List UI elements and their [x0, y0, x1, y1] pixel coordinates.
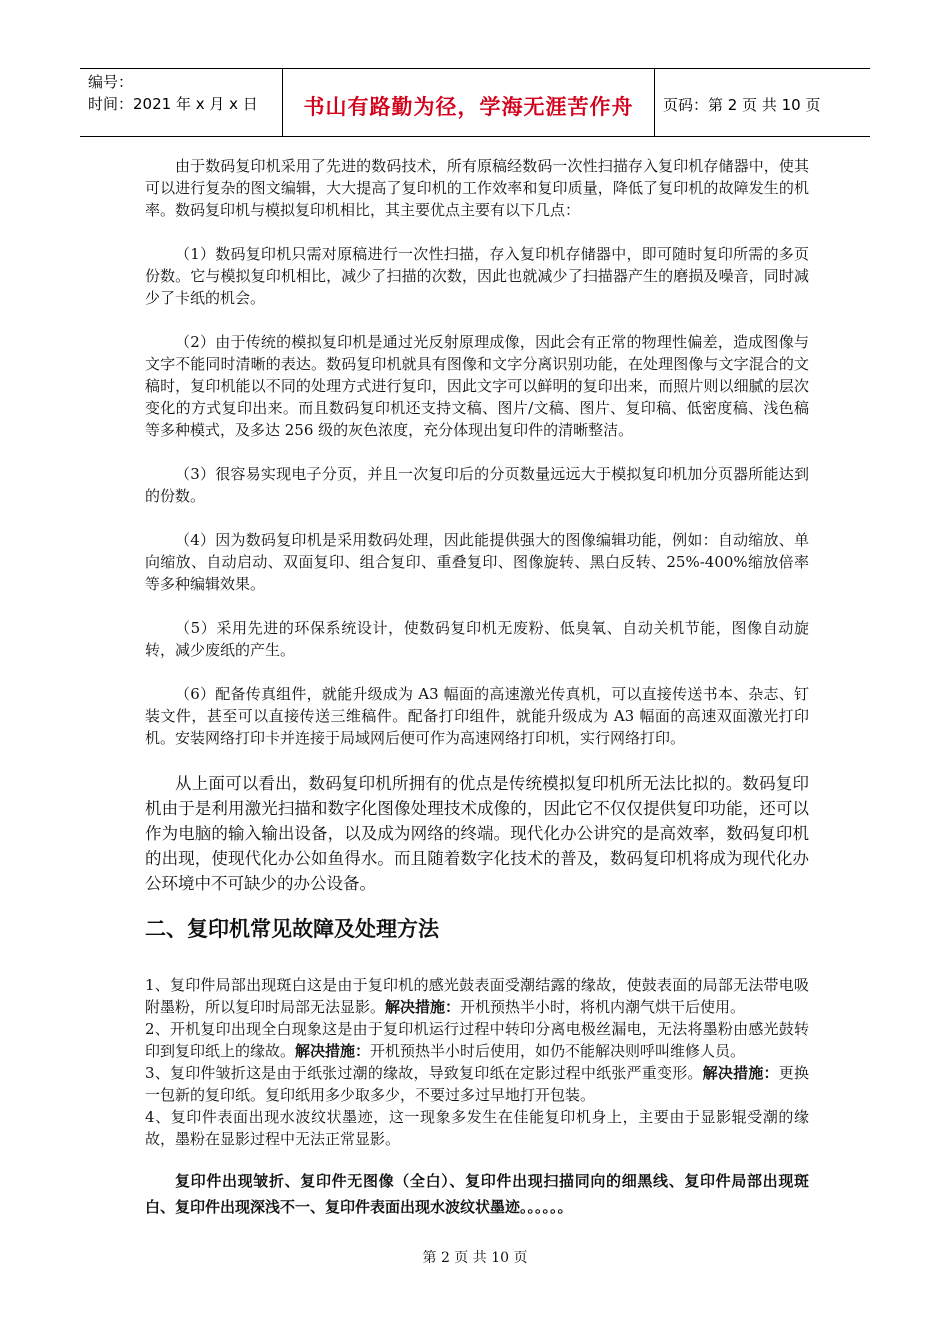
fault-item — [145, 1106, 809, 1150]
fault-text: 3、复印件皱折这是由于纸张过潮的缘故，导致复印纸在定影过程中纸张严重变形。 — [145, 1064, 703, 1082]
solution-label: 解决措施： — [702, 1064, 779, 1082]
page-info: 页码：第 2 页 共 10 页 — [663, 96, 821, 114]
fault-solution: 开机预热半小时，将机内潮气烘干后使用。 — [460, 998, 746, 1016]
advantage-5: （5）采用先进的环保系统设计，使数码复印机无废粉、低臭氧、自动关机节能，图像自动旋转，减少废纸的产生。 — [145, 619, 809, 659]
fault-text: 1、复印件局部出现斑白这是由于复印机的感光鼓表面受潮结露的缘故，使鼓表面的局部无法带电吸附墨粉，所以复印时局部无法显影。 — [145, 976, 809, 1016]
fault-list — [145, 974, 809, 1150]
section-heading: 二、复印机常见故障及处理方法 — [145, 917, 439, 941]
fault-item — [145, 1062, 809, 1106]
intro-paragraph: 由于数码复印机采用了先进的数码技术，所有原稿经数码一次性扫描存入复印机存储器中，使其可以进行复杂的图文编辑，大大提高了复印机的工作效率和复印质量，降低了复印机的故障发生的机率。数码复印机与模拟复印机相比，其主要优点主要有以下几点： — [145, 157, 809, 219]
number-label: 编号： — [88, 73, 134, 91]
fault-item — [145, 1018, 809, 1062]
page-footer: 第 2 页 共 10 页 — [422, 1250, 528, 1266]
conclusion-paragraph: 从上面可以看出，数码复印机所拥有的优点是传统模拟复印机所无法比拟的。数码复印机由于是利用激光扫描和数字化图像处理技术成像的，因此它不仅仅提供复印功能，还可以作为电脑的输入输出设备，以及成为网络的终端。现代化办公讲究的是高效率，数码复印机的出现，使现代化办公如鱼得水。而且随着数字化技术的普及，数码复印机将成为现代化办公环境中不可缺少的办公设备。 — [145, 774, 809, 893]
document-body — [145, 155, 809, 1220]
fault-solution: 开机预热半小时后使用，如仍不能解决则呼叫维修人员。 — [370, 1042, 746, 1060]
advantage-3: （3）很容易实现电子分页，并且一次复印后的分页数量远远大于模拟复印机加分页器所能达到的份数。 — [145, 465, 809, 505]
page-header — [80, 68, 870, 137]
time-label: 时间：2021 年 x 月 x 日 — [88, 95, 258, 113]
solution-label: 解决措施： — [385, 998, 461, 1016]
fault-solution: 更换一包新的复印纸。复印纸用多少取多少，不要过多过早地打开包装。 — [145, 1064, 809, 1104]
fault-item — [145, 974, 809, 1018]
solution-label: 解决措施： — [295, 1042, 371, 1060]
advantage-1: （1）数码复印机只需对原稿进行一次性扫描，存入复印机存储器中，即可随时复印所需的多页份数。它与模拟复印机相比，减少了扫描的次数，因此也就减少了扫描器产生的磨损及噪音，同时减少了卡纸的机会。 — [145, 245, 809, 307]
summary-paragraph: 复印件出现皱折、复印件无图像（全白）、复印件出现扫描同向的细黑线、复印件局部出现斑白、复印件出现深浅不一、复印件表面出现水波纹状墨迹。。。。。。 — [145, 1172, 809, 1216]
advantage-4: （4）因为数码复印机是采用数码处理，因此能提供强大的图像编辑功能，例如：自动缩放、单向缩放、自动启动、双面复印、组合复印、重叠复印、图像旋转、黑白反转、25%-400%缩放倍率等多种编辑效果。 — [145, 531, 809, 593]
header-meta — [80, 69, 283, 136]
fault-text: 4、复印件表面出现水波纹状墨迹，这一现象多发生在佳能复印机身上，主要由于显影辊受潮的缘故，墨粉在显影过程中无法正常显影。 — [145, 1108, 809, 1148]
fault-text: 2、开机复印出现全白现象这是由于复印机运行过程中转印分离电极丝漏电，无法将墨粉由感光鼓转印到复印纸上的缘故。 — [145, 1020, 809, 1060]
advantage-2: （2）由于传统的模拟复印机是通过光反射原理成像，因此会有正常的物理性偏差，造成图像与文字不能同时清晰的表达。数码复印机就具有图像和文字分离识别功能，在处理图像与文字混合的文稿时，复印机能以不同的处理方式进行复印，因此文字可以鲜明的复印出来，而照片则以细腻的层次变化的方式复印出来。而且数码复印机还支持文稿、图片/文稿、图片、复印稿、低密度稿、浅色稿等多种模式，及多达 256 级的灰色浓度，充分体现出复印件的清晰整洁。 — [145, 333, 809, 439]
header-motto-cell — [283, 69, 655, 136]
advantage-6: （6）配备传真组件，就能升级成为 A3 幅面的高速激光传真机，可以直接传送书本、杂志、钉装文件，甚至可以直接传送三维稿件。配备打印组件，就能升级成为 A3 幅面的高速双面激光打印机。安装网络打印卡并连接于局域网后便可作为高速网络打印机，实行网络打印。 — [145, 685, 809, 747]
header-page-info — [655, 69, 870, 136]
motto: 书山有路勤为径，学海无涯苦作舟 — [303, 94, 634, 119]
